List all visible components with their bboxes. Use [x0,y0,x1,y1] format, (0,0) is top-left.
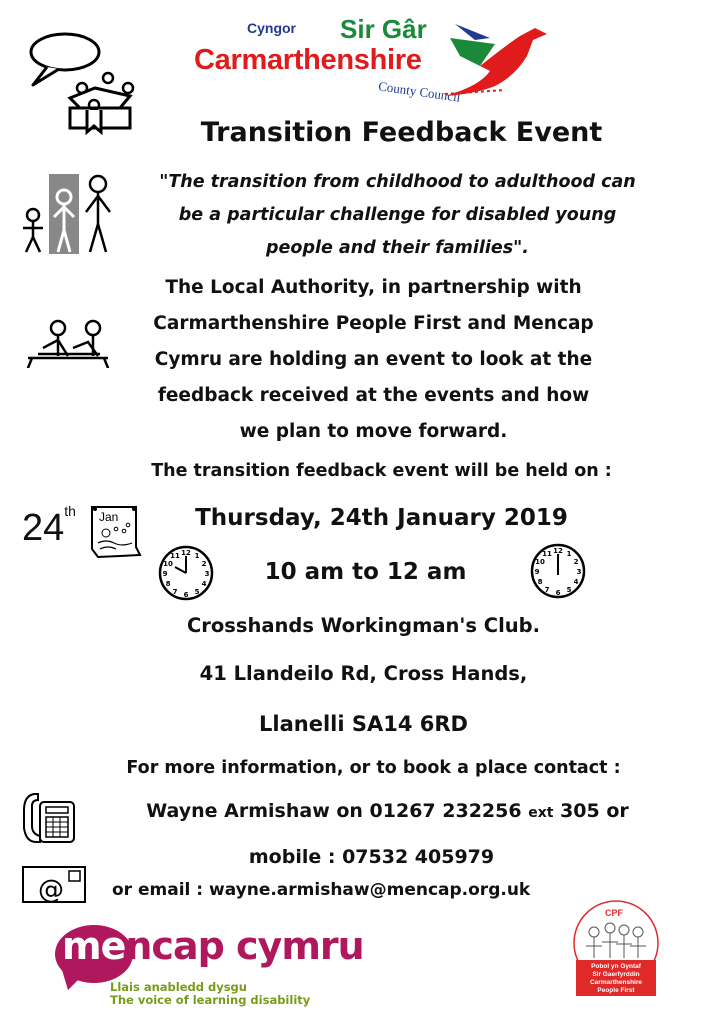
svg-text:12: 12 [553,547,563,555]
intro-line-1: The Local Authority, in partnership with [165,277,582,298]
svg-text:1: 1 [194,552,200,560]
svg-text:4: 4 [573,578,579,586]
svg-text:10: 10 [163,560,173,568]
cpf-line-2: Sir Gaerfyrddin [592,971,640,978]
svg-text:2: 2 [573,558,579,566]
mencap-tagline-welsh: Llais anabledd dysgu [110,980,247,994]
welsh-dragon-icon [435,16,550,101]
mencap-tagline-english: The voice of learning disability [110,993,311,1007]
svg-text:11: 11 [170,552,180,560]
svg-text:7: 7 [544,586,550,594]
contact-intro: For more information, or to book a place contact : [126,758,621,778]
svg-text:2: 2 [201,560,207,568]
email-icon [22,866,88,904]
day-suffix: th [64,503,76,519]
people-first-logo [566,898,666,998]
event-address-line-2: Llanelli SA14 6RD [259,712,468,736]
contact-phone: Wayne Armishaw on 01267 232256 ext 305 or [146,800,629,822]
event-held-on: The transition feedback event will be held on : [151,461,612,481]
svg-text:1: 1 [566,550,572,558]
logo-cyngor: Cyngor [247,20,296,36]
event-address-line-1: 41 Llandeilo Rd, Cross Hands, [199,662,528,685]
quote-line-1: "The transition from childhood to adulthood can [159,172,636,192]
svg-text:9: 9 [162,570,168,578]
logo-sir-gar: Sir Gâr [340,14,427,44]
carmarthenshire-council-logo [190,14,550,114]
day-number: 24th [22,503,76,549]
contact-email[interactable]: or email : wayne.armishaw@mencap.org.uk [112,880,531,900]
cpf-badge: CPF [605,908,623,918]
cpf-line-4: People First [597,987,635,994]
logo-carmarthenshire: Carmarthenshire [194,44,422,76]
svg-text:10: 10 [535,558,545,566]
svg-text:3: 3 [576,568,582,576]
svg-text:8: 8 [165,580,171,588]
cpf-line-1: Pobol yn Gyntaf [591,963,641,970]
cpf-line-3: Carmarthenshire [589,979,643,986]
svg-text:4: 4 [201,580,207,588]
phone-extension-label: ext [528,805,554,821]
svg-text:9: 9 [534,568,540,576]
svg-text:@: @ [38,875,64,904]
svg-text:11: 11 [542,550,552,558]
svg-text:6: 6 [183,591,189,599]
quote-line-3: people and their families". [266,238,529,258]
intro-line-3: Cymru are holding an event to look at the [154,349,593,370]
contact-mobile: mobile : 07532 405979 [248,846,495,868]
svg-text:Jan: Jan [99,510,119,524]
logo-county-council: County Council [377,78,462,105]
svg-text:8: 8 [537,578,543,586]
event-venue: Crosshands Workingman's Club. [186,614,541,637]
svg-text:6: 6 [555,589,561,597]
svg-text:12: 12 [181,549,191,557]
intro-line-4: feedback received at the events and how [157,385,590,406]
event-date: Thursday, 24th January 2019 [195,505,568,531]
svg-text:7: 7 [172,588,178,596]
intro-line-2: Carmarthenshire People First and Mencap [153,313,594,334]
mencap-bubble-tail [60,970,90,992]
page-title: Transition Feedback Event [200,117,603,148]
mencap-cymru-logo: mencap cymru [62,924,364,968]
event-time: 10 am to 12 am [264,559,467,585]
svg-text:5: 5 [566,586,572,594]
svg-text:5: 5 [194,588,200,596]
quote-line-2: be a particular challenge for disabled young [178,205,617,225]
intro-line-5: we plan to move forward. [239,421,508,442]
svg-text:3: 3 [204,570,210,578]
